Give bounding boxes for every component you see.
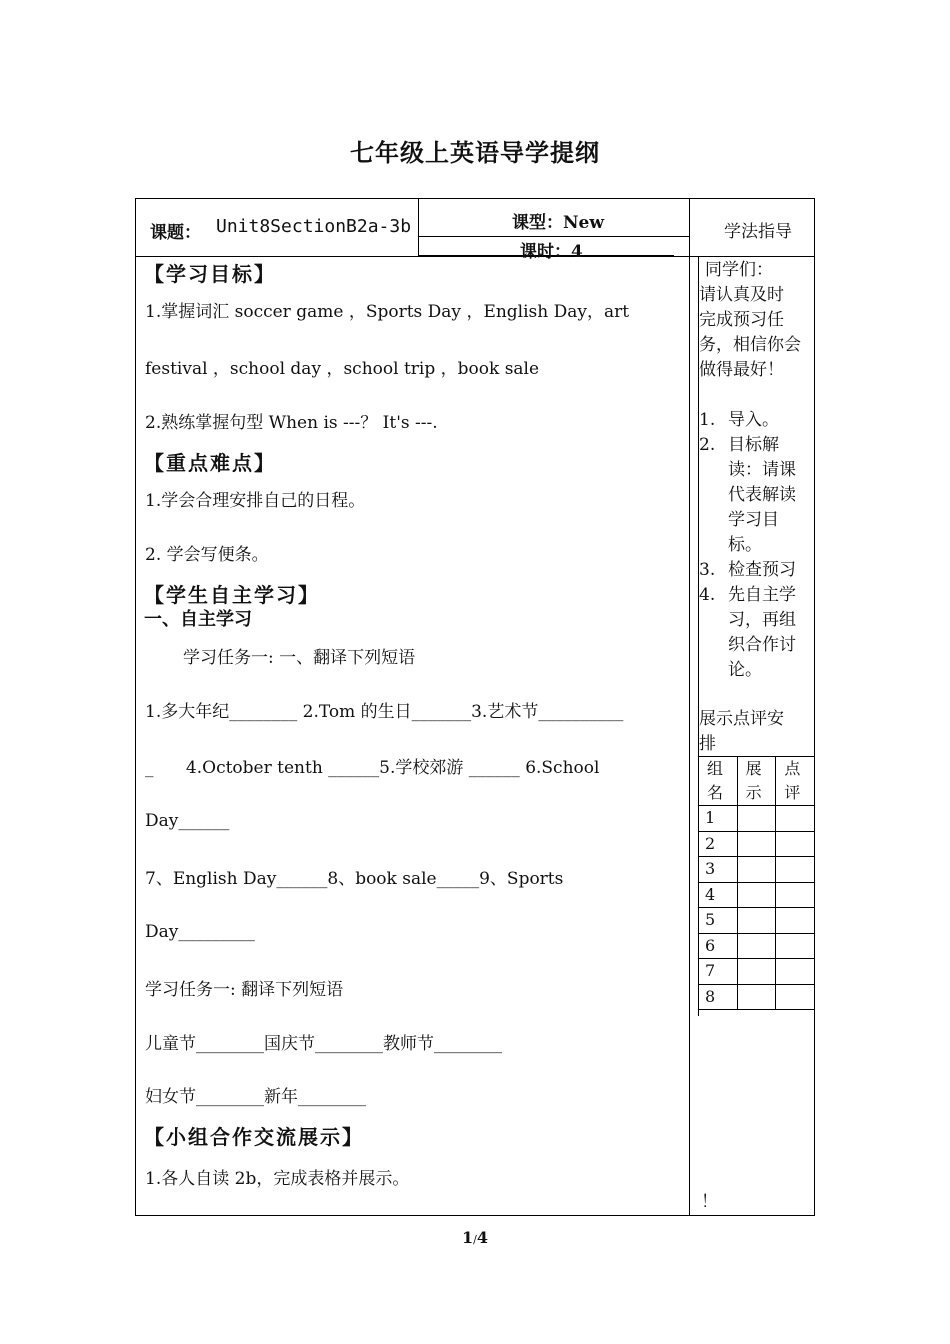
step-4-text-1: 先自主学: [728, 585, 796, 605]
step-4-num: 4.: [699, 585, 716, 605]
header-divider: [418, 198, 419, 256]
exercise-line-2: _ 4.October tenth ______5.学校郊游 ______ 6.School: [145, 758, 600, 778]
table-row: [699, 857, 815, 883]
group-number: 3: [699, 857, 738, 883]
side-intro-4: 务，相信你会: [699, 335, 801, 355]
step-2-text-1: 目标解: [728, 435, 779, 455]
lesson-period: 课时：4: [520, 242, 583, 262]
section-goals: 【学习目标】: [144, 262, 276, 286]
group-number: 1: [699, 806, 738, 832]
comment-cell[interactable]: [776, 984, 815, 1010]
exercise-line-6: 儿童节________国庆节________教师节________: [145, 1034, 502, 1054]
goal-2: 2.熟练掌握句型 When is ---？ It's ---.: [145, 413, 438, 433]
group-1: 1.各人自读 2b，完成表格并展示。: [145, 1169, 410, 1189]
display-title-1: 展示点评安: [699, 709, 784, 729]
col-display: 展 示: [737, 757, 776, 806]
step-2-text-5: 标。: [728, 535, 762, 555]
group-number: 5: [699, 908, 738, 934]
comment-cell[interactable]: [776, 806, 815, 832]
table-row: [699, 882, 815, 908]
group-number: 7: [699, 959, 738, 985]
side-intro-3: 完成预习任: [699, 310, 784, 330]
comment-cell[interactable]: [776, 831, 815, 857]
step-2-num: 2.: [699, 435, 716, 455]
column-divider: [689, 198, 690, 1216]
goal-1b: festival ，school day ，school trip ，book sale: [145, 359, 540, 379]
goal-1a: 1.掌握词汇 soccer game ，Sports Day ，English Day，art: [145, 302, 630, 322]
key-2: 2. 学会写便条。: [145, 545, 269, 565]
table-row: [699, 831, 815, 857]
step-3-text: 检查预习: [728, 560, 796, 580]
task1-title: 学习任务一: 一、翻译下列短语: [183, 648, 416, 668]
section-key-points: 【重点难点】: [144, 451, 276, 475]
lesson-type: 课型：New: [512, 213, 604, 233]
table-row: [699, 806, 815, 832]
table-row: [699, 933, 815, 959]
display-cell[interactable]: [737, 984, 776, 1010]
table-row: [699, 959, 815, 985]
section-self-study: 【学生自主学习】: [144, 583, 320, 607]
display-cell[interactable]: [737, 831, 776, 857]
step-1-num: 1.: [699, 410, 716, 430]
task2-title: 学习任务一: 翻译下列短语: [145, 980, 344, 1000]
end-mark: ！: [701, 1192, 718, 1212]
group-number: 2: [699, 831, 738, 857]
col-group-name: 组 名: [699, 757, 738, 806]
exercise-line-7: 妇女节________新年________: [145, 1087, 366, 1107]
col-comment: 点 评: [776, 757, 815, 806]
self-study-sub: 一、自主学习: [144, 609, 252, 630]
group-number: 8: [699, 984, 738, 1010]
step-4-text-4: 论。: [728, 660, 762, 680]
section-group-work: 【小组合作交流展示】: [144, 1125, 364, 1149]
exercise-line-1: 1.多大年纪________ 2.Tom 的生日_______3.艺术节__________: [145, 702, 624, 722]
comment-cell[interactable]: [776, 857, 815, 883]
page-title: 七年级上英语导学提纲: [350, 138, 600, 167]
step-1-text: 导入。: [728, 410, 779, 430]
exercise-line-3: Day______: [145, 811, 230, 831]
step-2-text-3: 代表解读: [728, 485, 796, 505]
comment-cell[interactable]: [776, 882, 815, 908]
table-row: [699, 984, 815, 1010]
exercise-line-4: 7、English Day______8、book sale_____9、Sports: [145, 869, 564, 889]
topic-value: Unit8SectionB2a-3b: [216, 216, 412, 237]
group-number: 6: [699, 933, 738, 959]
group-number: 4: [699, 882, 738, 908]
side-intro-1: 同学们：: [705, 260, 773, 280]
display-score-table: [698, 756, 815, 1010]
display-cell[interactable]: [737, 959, 776, 985]
page-number: 1/4: [462, 1228, 488, 1247]
side-intro-2: 请认真及时: [699, 285, 784, 305]
display-cell[interactable]: [737, 908, 776, 934]
topic-label: 课题：: [150, 223, 201, 243]
comment-cell[interactable]: [776, 933, 815, 959]
display-cell[interactable]: [737, 882, 776, 908]
display-title-2: 排: [699, 734, 716, 754]
key-1: 1.学会合理安排自己的日程。: [145, 491, 366, 511]
comment-cell[interactable]: [776, 908, 815, 934]
side-intro-5: 做得最好！: [699, 360, 784, 380]
comment-cell[interactable]: [776, 959, 815, 985]
step-4-text-2: 习，再组: [728, 610, 796, 630]
display-cell[interactable]: [737, 806, 776, 832]
header-row-divider: [135, 256, 815, 257]
step-2-text-2: 读：请课: [728, 460, 796, 480]
step-3-num: 3.: [699, 560, 716, 580]
step-4-text-3: 织合作讨: [728, 635, 796, 655]
table-row: [699, 908, 815, 934]
display-cell[interactable]: [737, 933, 776, 959]
guide-label: 学法指导: [724, 222, 792, 242]
display-cell[interactable]: [737, 857, 776, 883]
step-2-text-4: 学习目: [728, 510, 779, 530]
exercise-line-5: Day_________: [145, 922, 255, 942]
